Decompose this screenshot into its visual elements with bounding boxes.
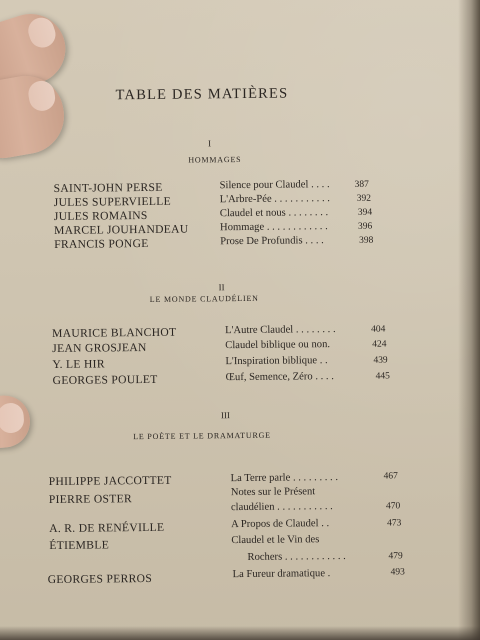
toc-author: PHILIPPE JACCOTTET [48, 473, 172, 489]
toc-page: 424 [372, 339, 387, 350]
toc-work: Silence pour Claudel . . . . [219, 179, 330, 192]
toc-page: 445 [375, 371, 390, 382]
toc-author: PIERRE OSTER [48, 492, 133, 507]
toc-work-continued: claudélien . . . . . . . . . . . [230, 501, 333, 514]
fingernail [0, 402, 25, 434]
toc-work: Claudel et nous . . . . . . . . [219, 207, 329, 220]
toc-work: Hommage . . . . . . . . . . . . [219, 221, 328, 234]
toc-author: Y. LE HIR [52, 357, 105, 371]
section-numeral: II [218, 282, 225, 293]
toc-work: Prose De Profundis . . . . [220, 235, 324, 248]
toc-page: 398 [359, 235, 374, 246]
toc-work: Notes sur le Présent [230, 486, 316, 499]
section-numeral: III [220, 410, 231, 421]
toc-author: SAINT-JOHN PERSE [53, 180, 163, 195]
toc-author: JEAN GROSJEAN [52, 341, 147, 355]
toc-author: FRANCIS PONGE [54, 236, 149, 251]
section-heading: LE MONDE CLAUDÉLIEN [149, 293, 259, 304]
toc-author: ÉTIEMBLE [49, 538, 110, 553]
toc-page: 470 [385, 501, 401, 512]
toc-work: A Propos de Claudel . . [231, 518, 330, 531]
toc-work: Œuf, Semence, Zéro . . . . [225, 371, 334, 384]
toc-work: Claudel biblique ou non. [225, 339, 331, 352]
toc-work: La Terre parle . . . . . . . . . [230, 472, 339, 485]
toc-page: 392 [356, 193, 372, 204]
toc-work: L'Autre Claudel . . . . . . . . [225, 324, 336, 337]
toc-author: GEORGES PERROS [47, 571, 153, 587]
toc-page: 493 [390, 567, 405, 578]
toc-page: 387 [354, 179, 369, 190]
toc-work: L'Arbre-Pée . . . . . . . . . . . [219, 193, 330, 206]
toc-author: JULES ROMAINS [53, 208, 148, 223]
toc-author: MARCEL JOUHANDEAU [53, 222, 189, 237]
page-shadow-edge [458, 0, 480, 640]
toc-work: La Fureur dramatique . [232, 568, 331, 581]
page-title: TABLE DES MATIÈRES [115, 85, 289, 104]
toc-author: A. R. DE RENÉVILLE [49, 520, 165, 536]
toc-page: 396 [357, 221, 373, 232]
toc-page: 404 [371, 324, 386, 335]
page-bottom-edge [0, 626, 480, 640]
toc-work-continued: Rochers . . . . . . . . . . . . [247, 550, 346, 563]
section-heading: HOMMAGES [188, 154, 242, 165]
section-numeral: I [208, 138, 212, 149]
toc-work: L'Inspiration biblique . . [225, 355, 328, 368]
toc-author: JULES SUPERVIELLE [53, 194, 172, 209]
toc-author: GEORGES POULET [52, 372, 158, 387]
toc-page: 439 [373, 355, 388, 366]
toc-work: Claudel et le Vin des [231, 534, 320, 547]
toc-author: MAURICE BLANCHOT [52, 325, 177, 340]
toc-page: 479 [388, 551, 403, 562]
section-heading: LE POÈTE ET LE DRAMATURGE [133, 430, 271, 442]
toc-page: 473 [387, 518, 402, 529]
toc-page: 467 [383, 471, 398, 482]
toc-page: 394 [357, 207, 373, 218]
